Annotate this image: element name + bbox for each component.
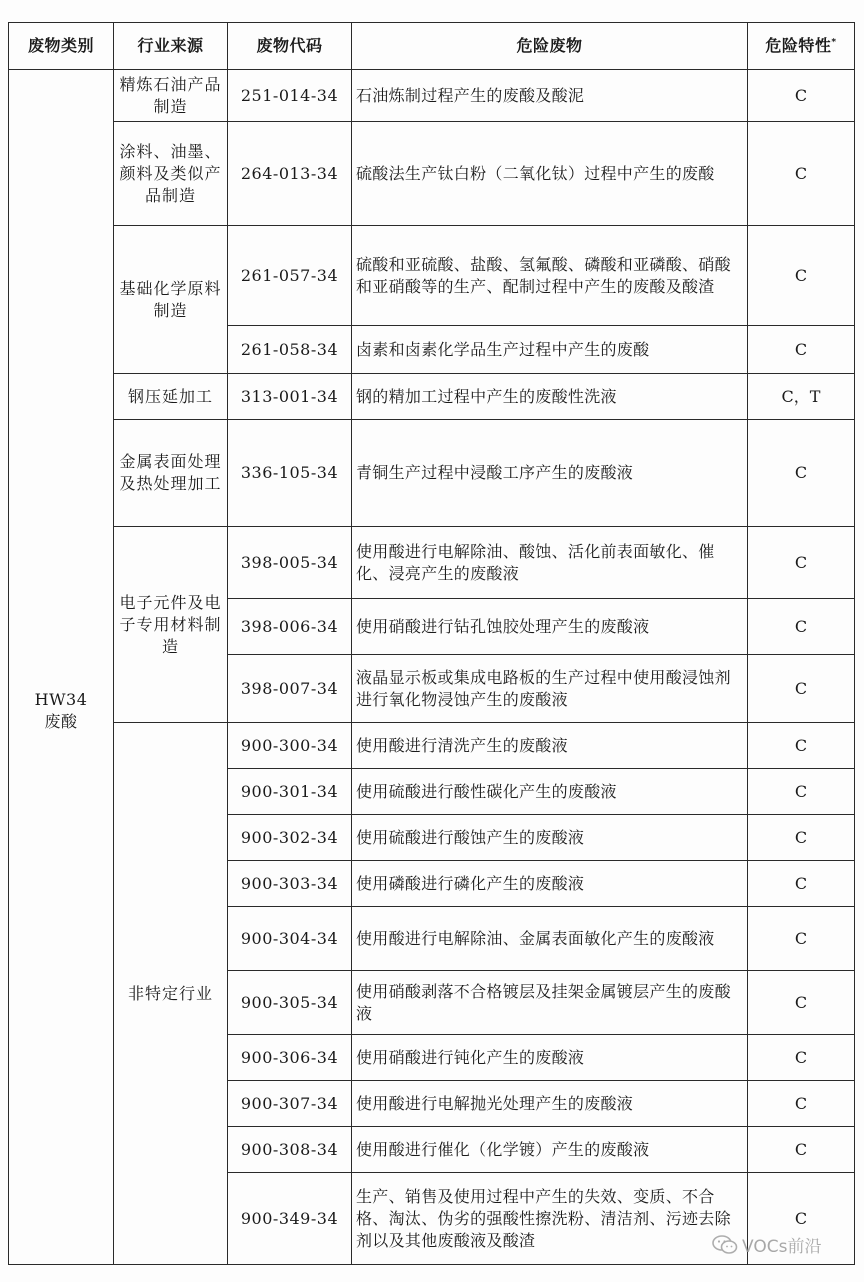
waste-description-cell: 石油炼制过程产生的废酸及酸泥 bbox=[352, 70, 748, 122]
waste-description-cell: 使用酸进行电解抛光处理产生的废酸液 bbox=[352, 1081, 748, 1127]
table-row bbox=[9, 723, 855, 769]
watermark bbox=[712, 1232, 821, 1257]
hazard-cell: C bbox=[748, 226, 855, 326]
hazard-cell: C bbox=[748, 769, 855, 815]
waste-description-cell: 硫酸法生产钛白粉（二氧化钛）过程中产生的废酸 bbox=[352, 122, 748, 226]
hazard-cell: C bbox=[748, 1035, 855, 1081]
industry-cell: 基础化学原料制造 bbox=[114, 226, 228, 374]
hazard-cell: C bbox=[748, 907, 855, 971]
hazard-cell: C bbox=[748, 122, 855, 226]
category-cell bbox=[9, 70, 114, 1265]
header-industry: 行业来源 bbox=[114, 23, 228, 70]
industry-cell: 非特定行业 bbox=[114, 723, 228, 1265]
waste-code-cell: 251-014-34 bbox=[228, 70, 352, 122]
hazard-cell: C bbox=[748, 815, 855, 861]
waste-description-cell: 液晶显示板或集成电路板的生产过程中使用酸浸蚀剂进行氧化物浸蚀产生的废酸液 bbox=[352, 655, 748, 723]
hazard-cell: C bbox=[748, 420, 855, 527]
industry-cell: 金属表面处理及热处理加工 bbox=[114, 420, 228, 527]
hazard-cell: C bbox=[748, 70, 855, 122]
industry-cell: 精炼石油产品制造 bbox=[114, 70, 228, 122]
table-row bbox=[9, 527, 855, 599]
table-header-row bbox=[9, 23, 855, 70]
waste-description-cell: 使用硫酸进行酸性碳化产生的废酸液 bbox=[352, 769, 748, 815]
hazard-cell: C，T bbox=[748, 374, 855, 420]
waste-code-cell: 261-057-34 bbox=[228, 226, 352, 326]
footnote-mark: * bbox=[831, 37, 837, 48]
industry-cell: 电子元件及电子专用材料制造 bbox=[114, 527, 228, 723]
waste-code-cell: 264-013-34 bbox=[228, 122, 352, 226]
table-row bbox=[9, 226, 855, 326]
waste-code-cell: 398-006-34 bbox=[228, 599, 352, 655]
table-row bbox=[9, 374, 855, 420]
hazard-cell: C bbox=[748, 599, 855, 655]
table-row bbox=[9, 122, 855, 226]
waste-code-cell: 900-305-34 bbox=[228, 971, 352, 1035]
waste-description-cell: 使用酸进行催化（化学镀）产生的废酸液 bbox=[352, 1127, 748, 1173]
hazard-cell: C bbox=[748, 1127, 855, 1173]
hazard-cell: C bbox=[748, 723, 855, 769]
waste-description-cell: 使用硝酸进行钝化产生的废酸液 bbox=[352, 1035, 748, 1081]
waste-code-cell: 900-306-34 bbox=[228, 1035, 352, 1081]
waste-code-cell: 336-105-34 bbox=[228, 420, 352, 527]
header-hazard: 危险特性* bbox=[748, 23, 855, 70]
hazard-cell: C bbox=[748, 971, 855, 1035]
header-code: 废物代码 bbox=[228, 23, 352, 70]
waste-code-cell: 900-304-34 bbox=[228, 907, 352, 971]
waste-code-cell: 900-301-34 bbox=[228, 769, 352, 815]
waste-description-cell: 使用硝酸剥落不合格镀层及挂架金属镀层产生的废酸液 bbox=[352, 971, 748, 1035]
category-name: 废酸 bbox=[44, 712, 78, 731]
waste-description-cell: 使用酸进行清洗产生的废酸液 bbox=[352, 723, 748, 769]
hazard-cell: C bbox=[748, 1081, 855, 1127]
hazard-cell: C bbox=[748, 1173, 855, 1265]
hazardous-waste-table bbox=[8, 22, 855, 1265]
industry-cell: 涂料、油墨、颜料及类似产品制造 bbox=[114, 122, 228, 226]
waste-description-cell: 使用硫酸进行酸蚀产生的废酸液 bbox=[352, 815, 748, 861]
waste-code-cell: 900-300-34 bbox=[228, 723, 352, 769]
waste-code-cell: 313-001-34 bbox=[228, 374, 352, 420]
waste-code-cell: 398-005-34 bbox=[228, 527, 352, 599]
waste-description-cell: 生产、销售及使用过程中产生的失效、变质、不合格、淘汰、伪劣的强酸性擦洗粉、清洁剂、污迹去除剂以及其他废酸液及酸渣 bbox=[352, 1173, 748, 1265]
hazard-cell: C bbox=[748, 527, 855, 599]
watermark-text: VOCs前沿 bbox=[742, 1237, 822, 1257]
hazard-cell: C bbox=[748, 655, 855, 723]
waste-description-cell: 卤素和卤素化学品生产过程中产生的废酸 bbox=[352, 326, 748, 374]
table-body bbox=[9, 70, 855, 1265]
hazard-cell: C bbox=[748, 326, 855, 374]
waste-code-cell: 261-058-34 bbox=[228, 326, 352, 374]
waste-description-cell: 使用磷酸进行磷化产生的废酸液 bbox=[352, 861, 748, 907]
header-description: 危险废物 bbox=[352, 23, 748, 70]
waste-description-cell: 使用酸进行电解除油、金属表面敏化产生的废酸液 bbox=[352, 907, 748, 971]
header-category: 废物类别 bbox=[9, 23, 114, 70]
waste-code-cell: 900-349-34 bbox=[228, 1173, 352, 1265]
waste-code-cell: 900-308-34 bbox=[228, 1127, 352, 1173]
waste-description-cell: 使用酸进行电解除油、酸蚀、活化前表面敏化、催化、浸亮产生的废酸液 bbox=[352, 527, 748, 599]
waste-code-cell: 398-007-34 bbox=[228, 655, 352, 723]
waste-description-cell: 青铜生产过程中浸酸工序产生的废酸液 bbox=[352, 420, 748, 527]
waste-code-cell: 900-303-34 bbox=[228, 861, 352, 907]
waste-description-cell: 硫酸和亚硫酸、盐酸、氢氟酸、磷酸和亚磷酸、硝酸和亚硝酸等的生产、配制过程中产生的废酸及酸渣 bbox=[352, 226, 748, 326]
waste-description-cell: 使用硝酸进行钻孔蚀胶处理产生的废酸液 bbox=[352, 599, 748, 655]
industry-cell: 钢压延加工 bbox=[114, 374, 228, 420]
category-code: HW34 bbox=[34, 690, 88, 709]
waste-code-cell: 900-307-34 bbox=[228, 1081, 352, 1127]
table-row bbox=[9, 70, 855, 122]
table-row bbox=[9, 420, 855, 527]
wechat-icon bbox=[712, 1235, 738, 1255]
waste-description-cell: 钢的精加工过程中产生的废酸性洗液 bbox=[352, 374, 748, 420]
hazard-cell: C bbox=[748, 861, 855, 907]
waste-code-cell: 900-302-34 bbox=[228, 815, 352, 861]
